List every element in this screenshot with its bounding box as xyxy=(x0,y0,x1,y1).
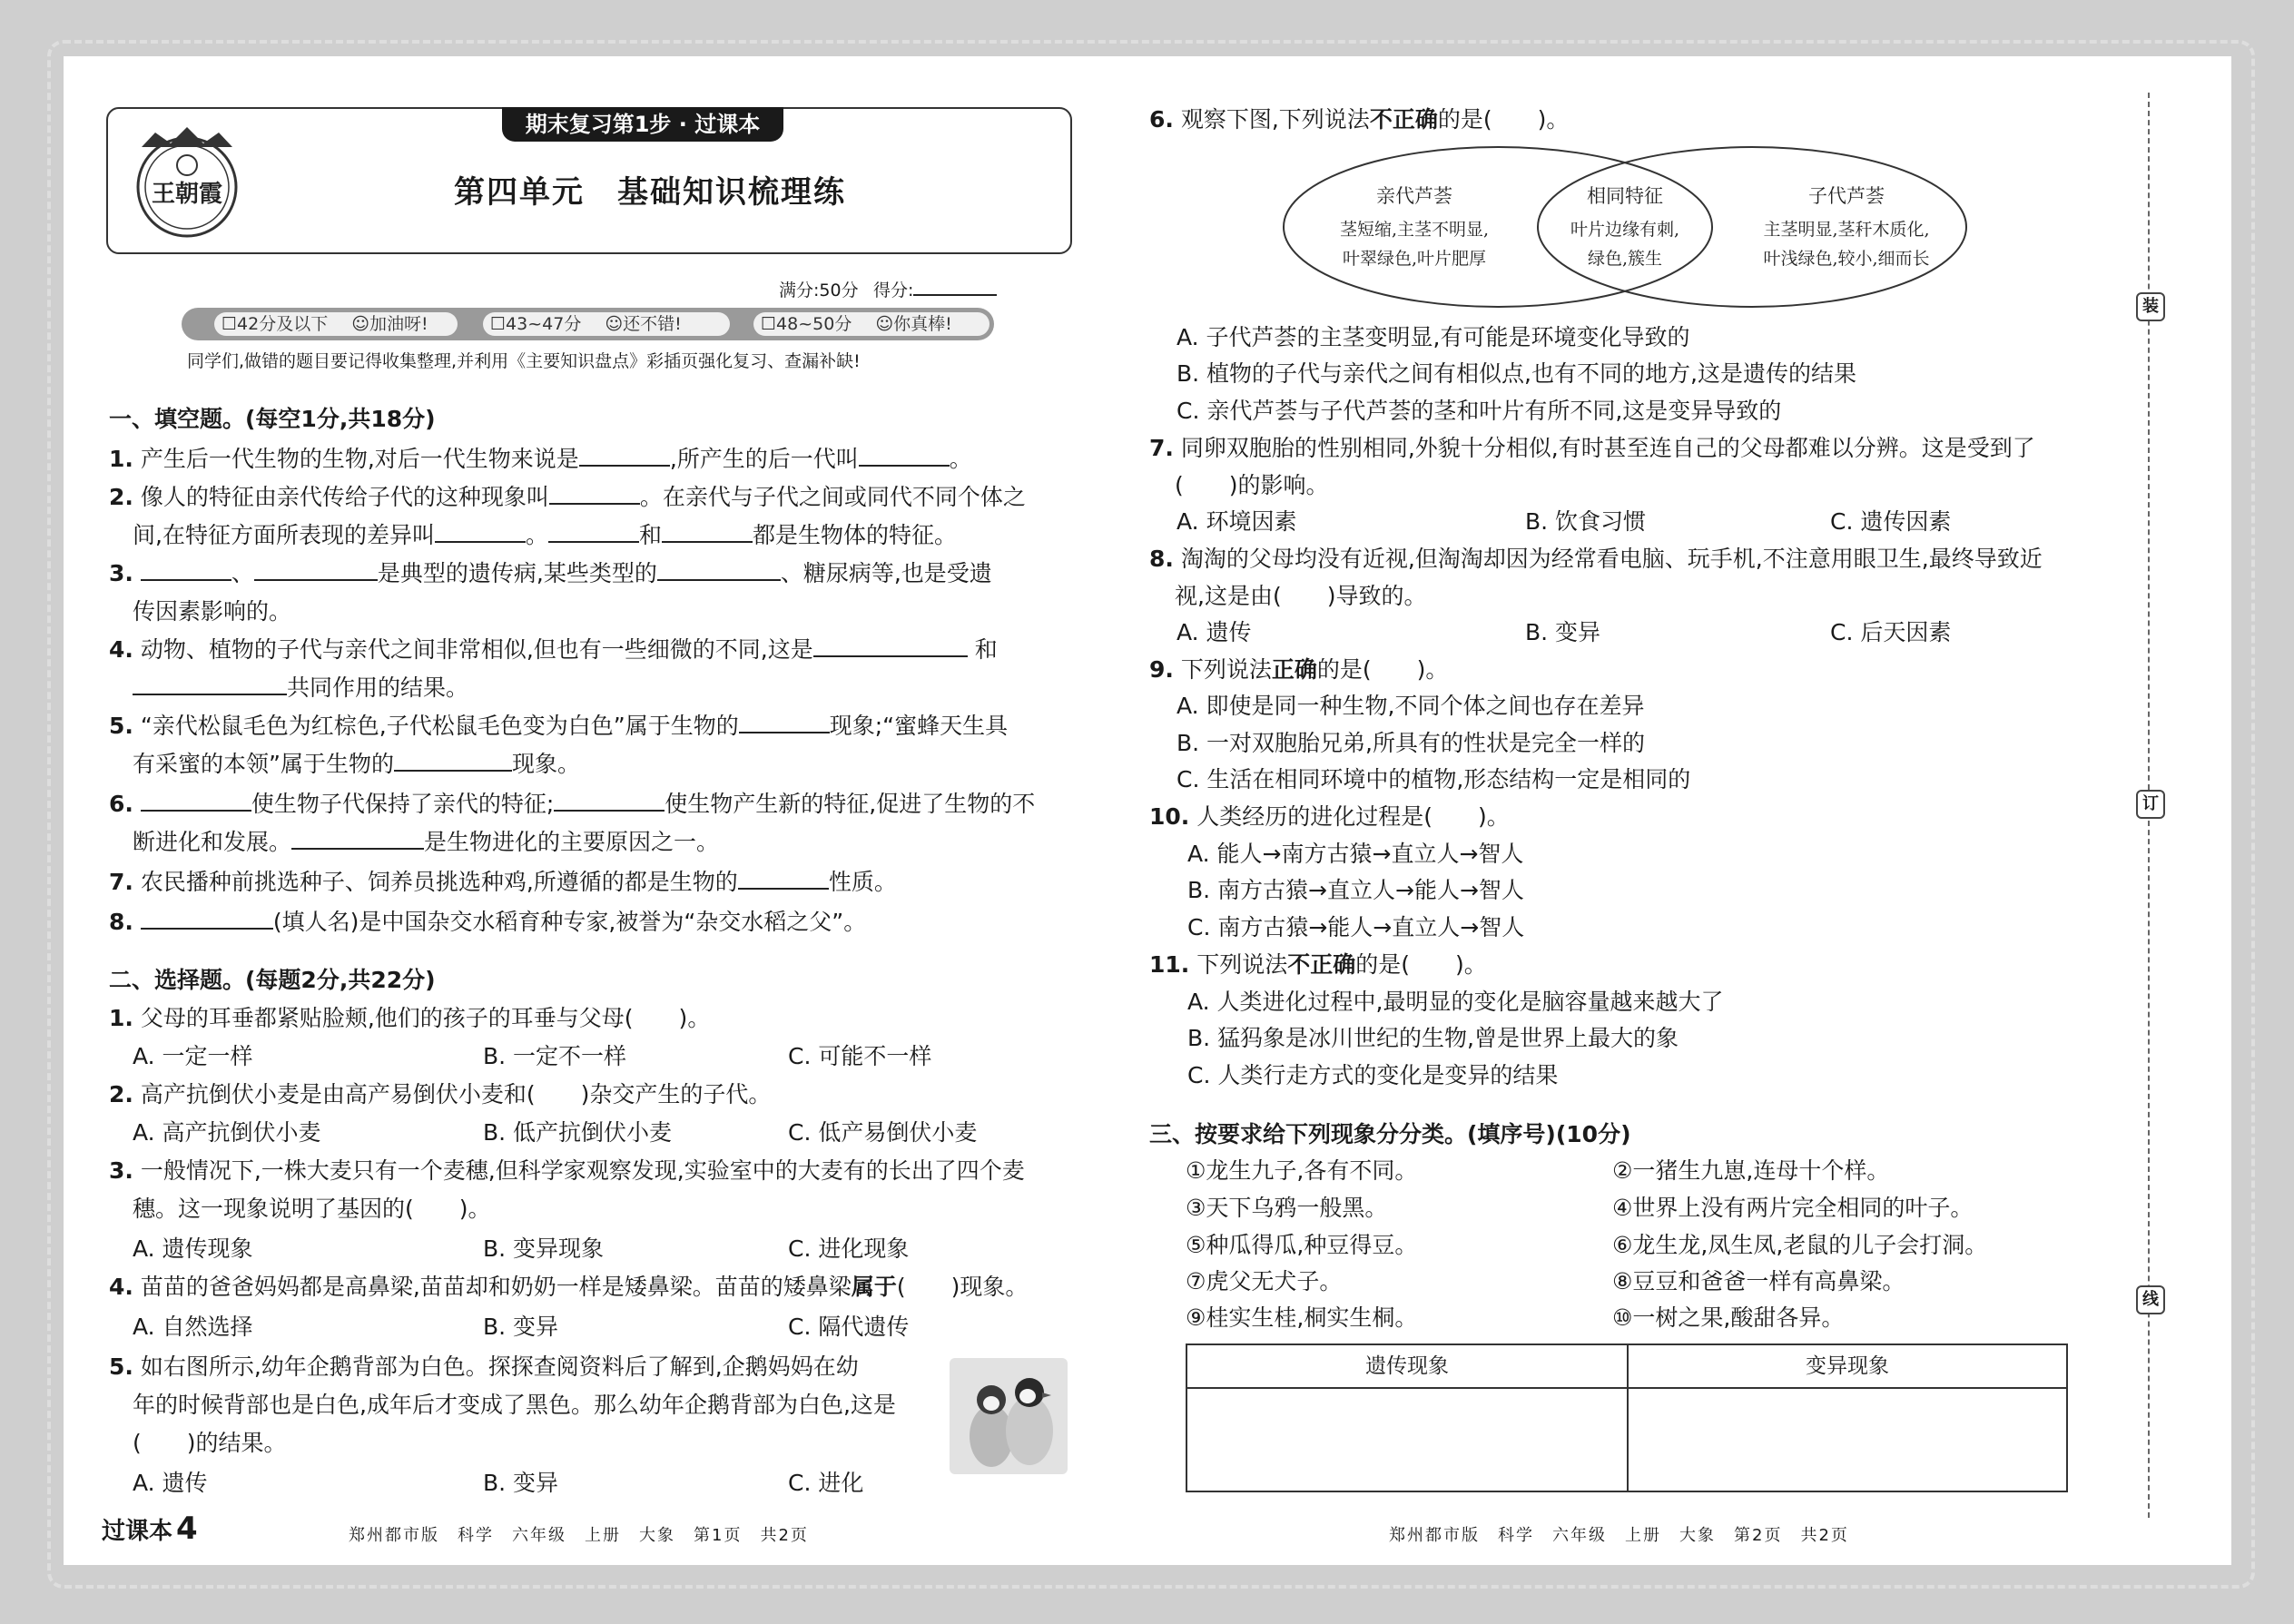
s2-q7: 7. 同卵双胞胎的性别相同,外貌十分相似,有时甚至连自己的父母都难以分辨。这是受到了 xyxy=(1149,435,2035,461)
s1-q7: 7. 农民播种前挑选种子、饲养员挑选种鸡,所遵循的都是生物的 性质。 xyxy=(109,869,897,895)
s2-q11-a: A. 人类进化过程中,最明显的变化是脑容量越来越大了 xyxy=(1187,989,1724,1015)
s1-q3-line2: 传因素影响的。 xyxy=(133,598,292,625)
table-header-heredity: 遗传现象 xyxy=(1187,1345,1629,1389)
footer-right-info: 郑州都市版 科学 六年级 上册 大象 第2页 共2页 xyxy=(1389,1526,1849,1545)
s2-q5-line3: ( )的结果。 xyxy=(133,1430,287,1456)
s2-q9-b: B. 一对双胞胎兄弟,所具有的性状是完全一样的 xyxy=(1177,730,1645,756)
venn-right-1: 主茎明显,茎秆木质化, xyxy=(1763,220,1930,240)
level-low: ☐42分及以下 ☺加油呀! xyxy=(214,312,458,336)
s2-q9: 9. 下列说法正确的是( )。 xyxy=(1149,656,1449,683)
s2-q4-b: B. 变异 xyxy=(483,1314,559,1340)
section2-title: 二、选择题。(每题2分,共22分) xyxy=(109,967,436,993)
s1-q5: 5. “亲代松鼠毛色为红棕色,子代松鼠毛色变为白色”属于生物的 现象;“蜜蜂天生具 xyxy=(109,713,1009,739)
s2-q9-a: A. 即使是同一种生物,不同个体之间也存在差异 xyxy=(1177,693,1645,719)
s2-q7-line2: ( )的影响。 xyxy=(1175,472,1329,498)
notice-text: 同学们,做错的题目要记得收集整理,并利用《主要知识盘点》彩插页强化复习、查漏补缺! xyxy=(187,351,861,371)
s2-q3-c: C. 进化现象 xyxy=(788,1235,910,1262)
s1-q6: 6. 使生物子代保持了亲代的特征; 使生物产生新的特征,促进了生物的不 xyxy=(109,791,1036,817)
phenomenon-8: ⑧豆豆和爸爸一样有高鼻梁。 xyxy=(1612,1268,1905,1294)
s2-q6-a: A. 子代芦荟的主茎变明显,有可能是环境变化导致的 xyxy=(1177,324,1690,350)
s2-q8-c: C. 后天因素 xyxy=(1830,619,1952,645)
section1-title: 一、填空题。(每空1分,共18分) xyxy=(109,406,436,432)
venn-right-2: 叶浅绿色,较小,细而长 xyxy=(1763,249,1930,269)
s2-q10-c: C. 南方古猿→能人→直立人→智人 xyxy=(1187,914,1525,940)
s2-q6-b: B. 植物的子代与亲代之间有相似点,也有不同的地方,这是遗传的结果 xyxy=(1177,360,1856,387)
s2-q10: 10. 人类经历的进化过程是( )。 xyxy=(1149,803,1510,830)
full-score: 满分:50分 xyxy=(779,281,859,300)
phenomenon-6: ⑥龙生龙,凤生凤,老鼠的儿子会打洞。 xyxy=(1612,1232,1988,1258)
phenomenon-3: ③天下乌鸦一般黑。 xyxy=(1186,1195,1388,1221)
binding-char-1: 装 xyxy=(2136,292,2165,321)
s1-q2: 2. 像人的特征由亲代传给子代的这种现象叫 。在亲代与子代之间或同代不同个体之 xyxy=(109,484,1026,510)
phenomenon-4: ④世界上没有两片完全相同的叶子。 xyxy=(1612,1195,1974,1221)
classification-table xyxy=(1186,1343,2068,1492)
s2-q4-a: A. 自然选择 xyxy=(133,1314,253,1340)
section3-title: 三、按要求给下列现象分分类。(填序号)(10分) xyxy=(1149,1121,1631,1147)
page-title: 第四单元 基础知识梳理练 xyxy=(454,174,846,211)
score-level-bar xyxy=(182,308,994,340)
review-step-pill: 期末复习第1步 · 过课本 xyxy=(502,107,783,142)
level-high: ☐48~50分 ☺你真棒! xyxy=(753,312,989,336)
s2-q2-c: C. 低产易倒伏小麦 xyxy=(788,1119,978,1146)
s2-q2-b: B. 低产抗倒伏小麦 xyxy=(483,1119,673,1146)
s2-q3-line2: 穗。这一现象说明了基因的( )。 xyxy=(133,1196,491,1222)
s2-q8-a: A. 遗传 xyxy=(1177,619,1252,645)
s2-q11: 11. 下列说法不正确的是( )。 xyxy=(1149,951,1487,978)
score-got: 得分: xyxy=(873,276,997,305)
s1-q1: 1. 产生后一代生物的生物,对后一代生物来说是 ,所产生的后一代叫 。 xyxy=(109,446,972,472)
venn-right-title: 子代芦荟 xyxy=(1808,185,1885,207)
footer-left-info: 郑州都市版 科学 六年级 上册 大象 第1页 共2页 xyxy=(349,1526,809,1545)
s1-q4-line2: 共同作用的结果。 xyxy=(133,674,468,703)
s2-q7-a: A. 环境因素 xyxy=(1177,508,1297,535)
s2-q6-c: C. 亲代芦荟与子代芦荟的茎和叶片有所不同,这是变异导致的 xyxy=(1177,398,1782,424)
s2-q3: 3. 一般情况下,一株大麦只有一个麦穗,但科学家观察发现,实验室中的大麦有的长出了四个麦 xyxy=(109,1157,1025,1184)
s2-q1: 1. 父母的耳垂都紧贴脸颊,他们的孩子的耳垂与父母( )。 xyxy=(109,1005,711,1031)
s2-q5-b: B. 变异 xyxy=(483,1470,559,1496)
s2-q10-a: A. 能人→南方古猿→直立人→智人 xyxy=(1187,841,1524,867)
s1-q4: 4. 动物、植物的子代与亲代之间非常相似,但也有一些细微的不同,这是 和 xyxy=(109,636,998,663)
venn-mid-title: 相同特征 xyxy=(1587,185,1663,207)
s1-q2-line2: 间,在特征方面所表现的差异叫 。 和 都是生物体的特征。 xyxy=(133,522,957,548)
s2-q4-c: C. 隔代遗传 xyxy=(788,1314,910,1340)
s2-q3-b: B. 变异现象 xyxy=(483,1235,605,1262)
s2-q6: 6. 观察下图,下列说法不正确的是( )。 xyxy=(1149,106,1570,133)
s2-q11-c: C. 人类行走方式的变化是变异的结果 xyxy=(1187,1062,1559,1088)
phenomenon-7: ⑦虎父无犬子。 xyxy=(1186,1268,1343,1294)
s1-q6-line2: 断进化和发展。 是生物进化的主要原因之一。 xyxy=(133,829,720,855)
s2-q2: 2. 高产抗倒伏小麦是由高产易倒伏小麦和( )杂交产生的子代。 xyxy=(109,1081,772,1107)
penguin-image xyxy=(950,1358,1068,1474)
phenomenon-10: ⑩一树之果,酸甜各异。 xyxy=(1612,1304,1845,1331)
phenomenon-9: ⑨桂实生桂,桐实生桐。 xyxy=(1186,1304,1418,1331)
table-header-variation: 变异现象 xyxy=(1629,1345,2066,1389)
venn-mid-1: 叶片边缘有刺, xyxy=(1570,220,1680,240)
phenomenon-5: ⑤种瓜得瓜,种豆得豆。 xyxy=(1186,1232,1418,1258)
publisher-logo xyxy=(114,114,260,241)
phenomenon-2: ②一猪生九崽,连母十个样。 xyxy=(1612,1157,1890,1184)
svg-text:王朝霞: 王朝霞 xyxy=(151,181,223,208)
s2-q8: 8. 淘淘的父母均没有近视,但淘淘却因为经常看电脑、玩手机,不注意用眼卫生,最终导致近 xyxy=(1149,546,2043,572)
s2-q10-b: B. 南方古猿→直立人→能人→智人 xyxy=(1187,877,1524,903)
s2-q8-b: B. 变异 xyxy=(1525,619,1601,645)
binding-char-3: 线 xyxy=(2136,1285,2165,1314)
venn-left-2: 叶翠绿色,叶片肥厚 xyxy=(1342,249,1487,269)
answer-cell-heredity[interactable] xyxy=(1187,1389,1627,1489)
s2-q4: 4. 苗苗的爸爸妈妈都是高鼻梁,苗苗却和奶奶一样是矮鼻梁。苗苗的矮鼻梁属于( )现象。 xyxy=(109,1274,1029,1300)
s2-q7-b: B. 饮食习惯 xyxy=(1525,508,1647,535)
s2-q3-a: A. 遗传现象 xyxy=(133,1235,253,1262)
answer-cell-variation[interactable] xyxy=(1629,1389,2066,1489)
venn-left-1: 茎短缩,主茎不明显, xyxy=(1339,220,1490,240)
s2-q5-a: A. 遗传 xyxy=(133,1470,208,1496)
level-mid: ☐43~47分 ☺还不错! xyxy=(483,312,730,336)
s1-q5-line2: 有采蜜的本领”属于生物的 现象。 xyxy=(133,751,580,777)
s2-q5-line2: 年的时候背部也是白色,成年后才变成了黑色。那么幼年企鹅背部为白色,这是 xyxy=(133,1392,896,1418)
venn-mid-2: 绿色,簇生 xyxy=(1587,249,1663,269)
phenomenon-1: ①龙生九子,各有不同。 xyxy=(1186,1157,1418,1184)
s2-q1-c: C. 可能不一样 xyxy=(788,1043,932,1069)
venn-left-title: 亲代芦荟 xyxy=(1376,185,1452,207)
venn-diagram xyxy=(1280,143,1970,311)
s2-q5: 5. 如右图所示,幼年企鹅背部为白色。探探查阅资料后了解到,企鹅妈妈在幼 xyxy=(109,1353,859,1380)
s2-q1-a: A. 一定一样 xyxy=(133,1043,253,1069)
s2-q2-a: A. 高产抗倒伏小麦 xyxy=(133,1119,321,1146)
s2-q1-b: B. 一定不一样 xyxy=(483,1043,627,1069)
s2-q5-c: C. 进化 xyxy=(788,1470,864,1496)
s2-q11-b: B. 猛犸象是冰川世纪的生物,曾是世界上最大的象 xyxy=(1187,1025,1679,1051)
s2-q8-line2: 视,这是由( )导致的。 xyxy=(1175,583,1427,609)
binding-char-2: 订 xyxy=(2136,790,2165,819)
footer-label: 过课本 4 xyxy=(102,1511,198,1547)
s2-q9-c: C. 生活在相同环境中的植物,形态结构一定是相同的 xyxy=(1177,766,1691,792)
s2-q7-c: C. 遗传因素 xyxy=(1830,508,1952,535)
s1-q8: 8. (填人名)是中国杂交水稻育种专家,被誉为“杂交水稻之父”。 xyxy=(109,909,867,935)
s1-q3: 3. 、 是典型的遗传病,某些类型的 、糖尿病等,也是受遗 xyxy=(109,560,992,586)
